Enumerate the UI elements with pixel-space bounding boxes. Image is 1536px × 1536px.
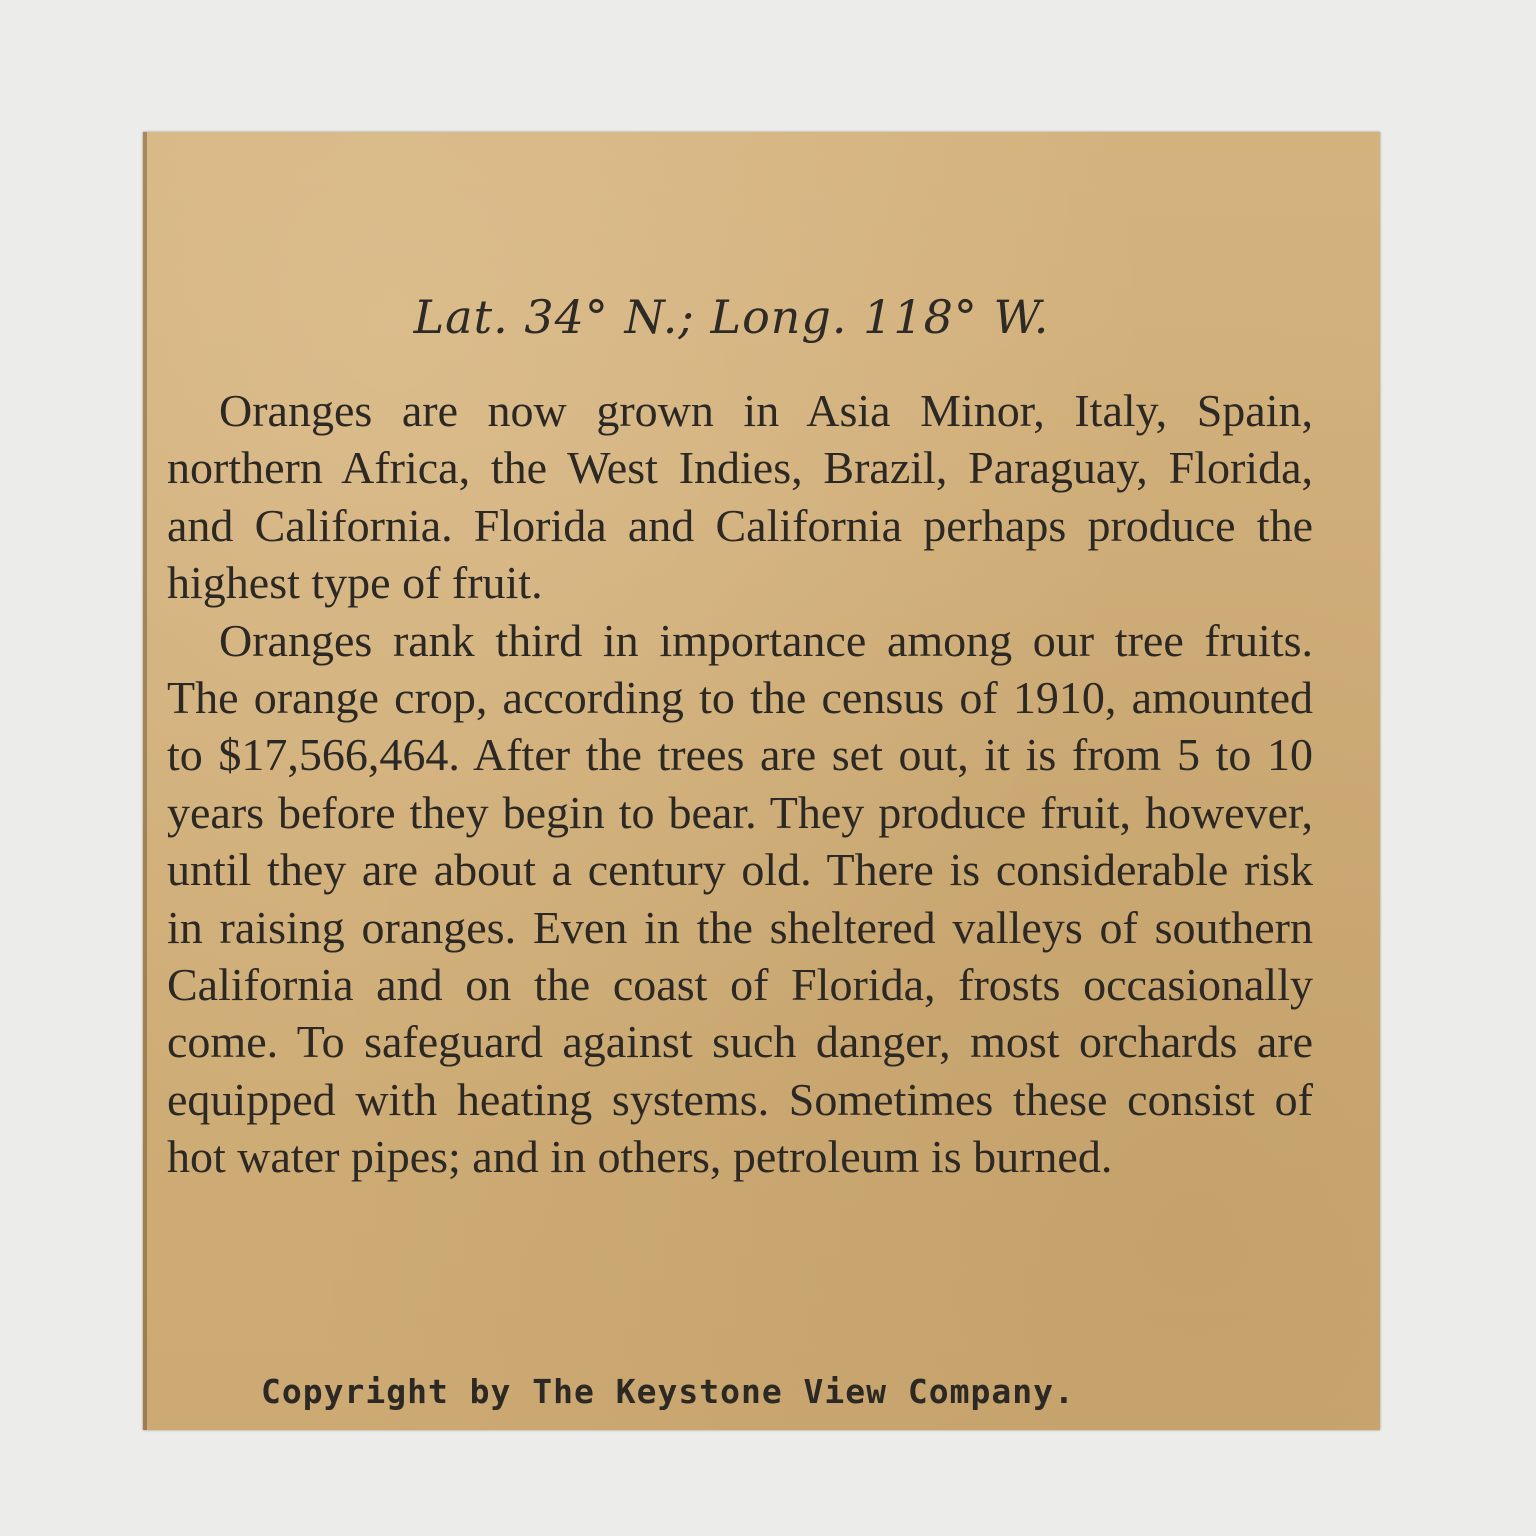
paragraph-1: Oranges are now grown in Asia Minor, Italy, Spain, northern Africa, the West Indies, Brazil, Paraguay, Florida, and California. Florida and California perhaps produce the highest type of fruit. [167,385,1313,609]
card-heading: Lat. 34° N.; Long. 118° W. [413,290,1050,344]
stereoview-card-back [143,132,1380,1430]
copyright-line: Copyright by The Keystone View Company. [261,1372,1075,1411]
card-body [167,382,1313,1186]
paragraph-2: Oranges rank third in importance among our tree fruits. The orange crop, according to the census of 1910, amounted to $17,566,464. After the trees are set out, it is from 5 to 10 years before they begin to bear. They produce fruit, however, until they are about a century old. There is considerable risk in raising oranges. Even in the sheltered valleys of southern California and on the coast of Florida, frosts occasionally come. To safeguard against such danger, most orchards are equipped with heating systems. Sometimes these consist of hot water pipes; and in others, petroleum is burned. [167,614,1313,1183]
